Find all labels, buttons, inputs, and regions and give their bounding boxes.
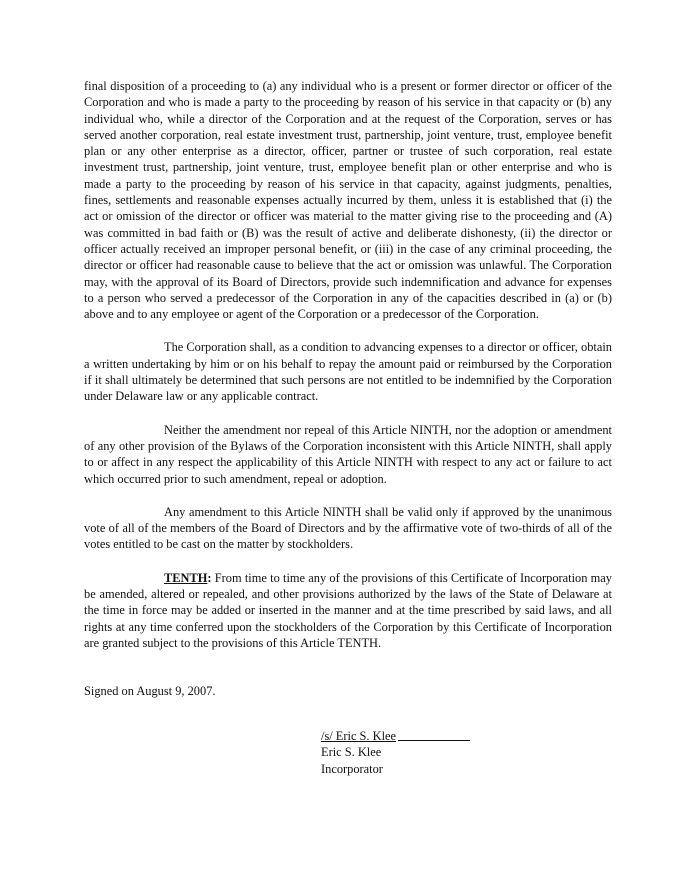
document-body [84, 78, 612, 700]
signed-date-line: Signed on August 9, 2007. [84, 684, 216, 699]
article-tenth-body: From time to time any of the provisions of this Certificate of Incorporation may be amended, altered or repealed, and other provisions authorized by the laws of the State of Delaware at the time in force may be added or inserted in the manner and at the time prescribed by said laws, and all rights at any time conferred upon the stockholders of the Corporation by this Certificate of Incorporation are granted subject to the provisions of this Article TENTH. [84, 570, 612, 650]
paragraph-advancing-expenses: The Corporation shall, as a condition to advancing expenses to a director or officer, obtain a written undertaking by him or on his behalf to repay the amount paid or reimbursed by the Corporation if it shall ultimately be determined that such persons are not entitled to be indemnified by the Corporation under Delaware law or any applicable contract. [84, 340, 612, 404]
article-tenth-heading: TENTH [164, 570, 208, 585]
signer-title: Incorporator [321, 761, 383, 776]
paragraph-amendment-repeal: Neither the amendment nor repeal of this Article NINTH, nor the adoption or amendment of any other provision of the Bylaws of the Corporation inconsistent with this Article NINTH, shall apply to or affect in any respect the applicability of this Article NINTH with respect to any act or failure to act which occurred prior to such amendment, repeal or adoption. [84, 422, 612, 486]
signature-line [321, 728, 470, 744]
paragraph-article-tenth [84, 570, 612, 651]
paragraph-amendment-vote: Any amendment to this Article NINTH shall be valid only if approved by the unanimous vote of all of the members of the Board of Directors and by the affirmative vote of two-thirds of all of the votes entitled to be cast on the matter by stockholders. [84, 504, 612, 552]
paragraph-indemnification: final disposition of a proceeding to (a) any individual who is a present or former director or officer of the Corporation and who is made a party to the proceeding by reason of his service in that capacity or (b) any individual who, while a director of the Corporation and at the request of the Corporation, serves or has served another corporation, real estate investment trust, partnership, joint venture, trust, employee benefit plan or any other enterprise as a director, officer, partner or trustee of such corporation, real estate investment trust, partnership, joint venture, trust, employee benefit plan or other enterprise and who is made a party to the proceeding by reason of his service in that capacity, against judgments, penalties, fines, settlements and reasonable expenses actually incurred by them, unless it is established that (i) the act or omission of the director or officer was material to the matter giving rise to the proceeding and (A) was committed in bad faith or (B) was the result of active and deliberate dishonesty, (ii) the director or officer actually received an improper personal benefit, or (iii) in the case of any criminal proceeding, the director or officer had reasonable cause to believe that the act or omission was unlawful. The Corporation may, with the approval of its Board of Directors, provide such indemnification and advance for expenses to a person who served a predecessor of the Corporation in any of the capacities described in (a) or (b) above and to any employee or agent of the Corporation or a predecessor of the Corporation. [84, 79, 612, 322]
signature-conformed: /s/ Eric S. Klee [321, 729, 397, 743]
article-tenth-colon: : [207, 570, 212, 585]
signature-rule [398, 739, 470, 741]
signature-block [321, 728, 470, 777]
signer-printed-name: Eric S. Klee [321, 745, 382, 760]
